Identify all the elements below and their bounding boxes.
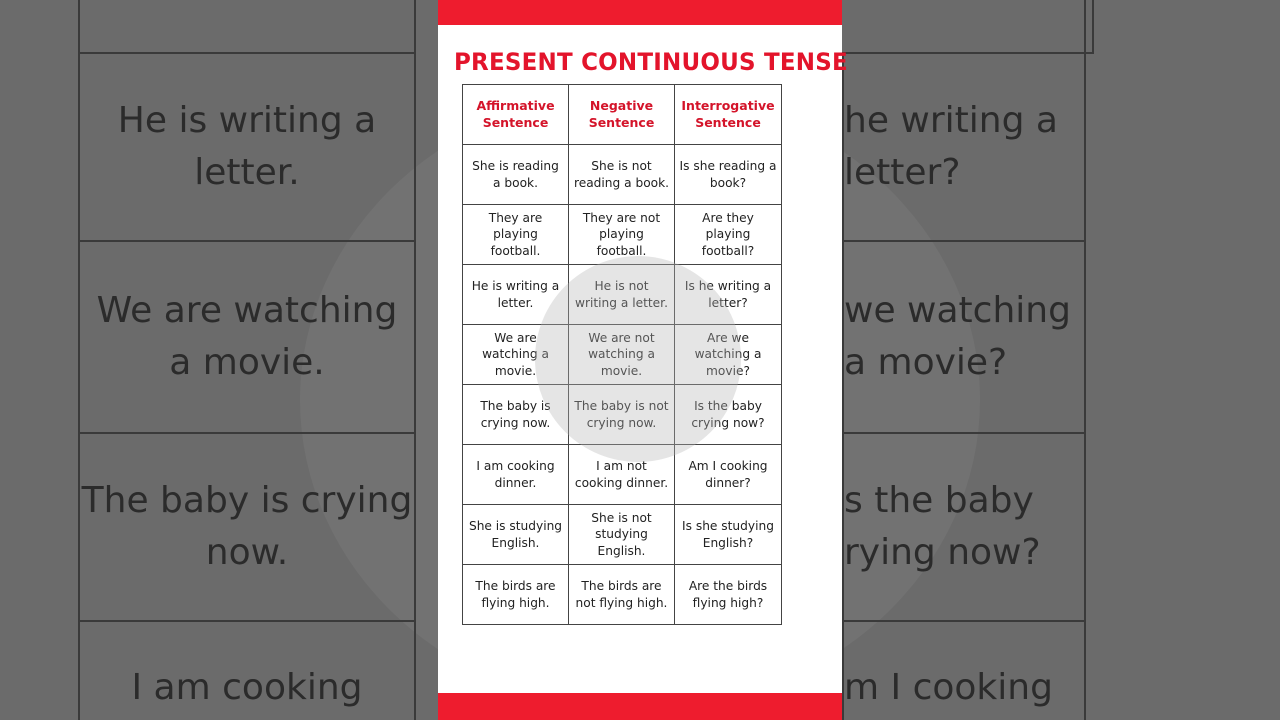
table-cell: They are playing football. (463, 205, 569, 265)
bg-cell-left-3: The baby is crying now. (78, 432, 416, 622)
table-row (463, 325, 782, 385)
table-header-row (463, 85, 782, 145)
table-cell: Is she studying English? (675, 505, 782, 565)
bg-cell-right-1: he writing a letter? (842, 52, 1086, 242)
table-row (463, 505, 782, 565)
table-row (463, 205, 782, 265)
table-cell: Is the baby crying now? (675, 385, 782, 445)
table-cell: She is studying English. (463, 505, 569, 565)
table-cell: I am not cooking dinner. (569, 445, 675, 505)
infographic-card (438, 0, 848, 720)
table-row (463, 385, 782, 445)
bg-cell (78, 0, 416, 54)
table-cell: The baby is not crying now. (569, 385, 675, 445)
table-cell: He is not writing a letter. (569, 265, 675, 325)
table-cell: Are the birds flying high? (675, 565, 782, 625)
table-cell: Am I cooking dinner? (675, 445, 782, 505)
table-cell: The birds are flying high. (463, 565, 569, 625)
bg-cell-left-2: We are watching a movie. (78, 240, 416, 434)
table-cell: Are we watching a movie? (675, 325, 782, 385)
table-row (463, 145, 782, 205)
table-cell: Is he writing a letter? (675, 265, 782, 325)
bg-cell (1084, 0, 1094, 54)
table-cell: I am cooking dinner. (463, 445, 569, 505)
bottom-accent-bar (438, 693, 842, 720)
table-cell: We are watching a movie. (463, 325, 569, 385)
table-cell: The baby is crying now. (463, 385, 569, 445)
tense-table (462, 84, 782, 625)
table-cell: The birds are not flying high. (569, 565, 675, 625)
top-accent-bar (438, 0, 842, 25)
bg-cell-left-1: He is writing a letter. (78, 52, 416, 242)
column-header: Affirmative Sentence (463, 85, 569, 145)
table-row (463, 265, 782, 325)
table-row (463, 565, 782, 625)
table-cell: She is not studying English. (569, 505, 675, 565)
table-cell: She is not reading a book. (569, 145, 675, 205)
bg-cell-left-4: I am cooking (78, 620, 416, 720)
bg-cell-right-4: m I cooking (842, 620, 1086, 720)
column-header: Interrogative Sentence (675, 85, 782, 145)
table-row (463, 445, 782, 505)
table-cell: Are they playing football? (675, 205, 782, 265)
table-cell: She is reading a book. (463, 145, 569, 205)
column-header: Negative Sentence (569, 85, 675, 145)
table-cell: He is writing a letter. (463, 265, 569, 325)
page-title: PRESENT CONTINUOUS TENSE (454, 49, 848, 77)
table-cell: Is she reading a book? (675, 145, 782, 205)
bg-cell-right-2: we watching a movie? (842, 240, 1086, 434)
table-cell: They are not playing football. (569, 205, 675, 265)
bg-cell-right-3: s the baby rying now? (842, 432, 1086, 622)
table-cell: We are not watching a movie. (569, 325, 675, 385)
